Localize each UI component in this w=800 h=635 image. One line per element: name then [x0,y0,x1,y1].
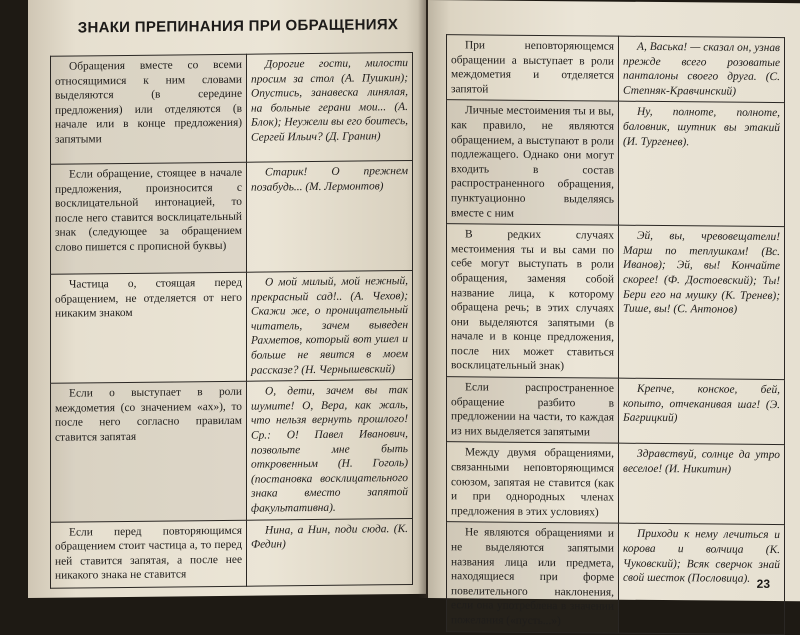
rule-cell: Если перед повторяющимся обращением стоит частица а, то перед ней ставится запятая, а после нее никакого знака не ставится [51,520,247,588]
example-cell: Приходи к нему лечиться и корова и волчица (К. Чуковский); Всяк сверчок знай свой шесток (Пословица). [619,524,785,635]
rule-cell: Между двумя обращениями, связанными неповторяющимся союзом, запятая не ставится (как и при однородных членах предложения в этих условиях) [447,442,619,523]
table-row [51,380,413,522]
rule-cell: Частица о, стоящая перед обращением, не отделяется от него никаким знаком [51,272,247,383]
table-row [51,160,413,274]
example-cell: Дорогие гости, милости просим за стол (А. Пушкин); Опустись, занавеска линялая, на больные герани мои... (А. Блок); Неужели вы его боитесь, Сергей Ильич? (Д. Гранин) [247,52,413,162]
left-page [28,0,426,598]
example-cell: Нина, а Нин, поди сюда. (К. Федин) [247,518,413,586]
rule-cell: Личные местоимения ты и вы, как правило, не являются обращением, а выступают в роли подлежащего. Однако они могут входить в состав распространенного обращения, пунктуационно выделяясь вместе с ним [447,100,619,225]
example-cell: Эй, вы, чревовещатели! Марш по теплушкам! (Вс. Иванов); Эй, вы! Кончайте скорее! (Ф. Достоевский); Ты! Бери его на мушку (К. Тренев); Тише, вы! (С. Антонов) [619,225,785,379]
rule-cell: Не являются обращениями и не выделяются запятыми названия лица или предмета, находящиеся при форме повелительного наклонения, если она употреблена в значении пожелания («пусть...») [447,522,619,633]
page-number: 23 [756,576,770,591]
table-row [51,518,413,588]
table-row [447,522,785,634]
table-row [447,442,785,525]
rule-cell: В редких случаях местоимения ты и вы сами по себе могут выступать в роли обращения, заменяя собой название лица, к которому обращена речь; в этих случаях они выделяются запятыми (в начале и в конце предложения, после них может ставиться восклицательный знак) [447,224,619,378]
example-cell: О мой милый, мой нежный, прекрасный сад!.. (А. Чехов); Скажи же, о проницательный читатель, зачем выведен Рахметов, который вот ушел и больше не явится в моем рассказе? (Н. Чернышевский) [247,270,413,381]
rules-table-left [50,52,413,588]
table-row [447,35,785,103]
example-cell: Крепче, конское, бей, копыто, отчеканивая шаг! (Э. Багрицкий) [619,378,785,445]
right-page [428,0,800,628]
table-row [51,52,413,164]
rules-table-right [446,34,785,635]
table-row [447,224,785,380]
example-cell: Старик! О прежнем позабудь... (М. Лермонтов) [247,160,413,272]
rule-cell: Обращения вместе со всеми относящимися к ним словами выделяются (в середине предложения) или отделяются (в начале или в конце предложения) запятыми [51,54,247,164]
rule-cell: Если распространенное обращение разбито в предложении на части, то каждая из них выделяется запятыми [447,377,619,444]
page-title: ЗНАКИ ПРЕПИНАНИЯ ПРИ ОБРАЩЕНИЯХ [77,16,399,37]
example-cell: Ну, полноте, полноте, баловник, шутник вы этакий (И. Тургенев). [619,102,785,227]
example-cell: Здравствуй, солнце да утро веселое! (И. Никитин) [619,444,785,525]
rule-cell: Если обращение, стоящее в начале предложения, произносится с восклицательной интонацией, то после него ставится восклицательный знак (следующее за обращением слово пишется с прописной буквы) [51,162,247,274]
table-row [447,377,785,445]
rule-cell: При неповторяющемся обращении а выступает в роли междометия и отделяется запятой [447,35,619,102]
example-cell: А, Васька! — сказал он, узнав прежде всего розоватые панталоны своего друга. (С. Степняк-Кравчинский) [619,36,785,103]
rule-cell: Если о выступает в роли междометия (со значением «ах»), то после него согласно правилам ставится запятая [51,381,247,521]
table-row [51,270,413,383]
table-row [447,100,785,227]
example-cell: О, дети, зачем вы так шумите! О, Вера, как жаль, что нельзя вернуть прошлого! Ср.: О! Павел Иванович, позвольте мне быть откровенным (Н. Гоголь) (постановка восклицательного знака вместо запятой факультативна). [247,380,413,520]
